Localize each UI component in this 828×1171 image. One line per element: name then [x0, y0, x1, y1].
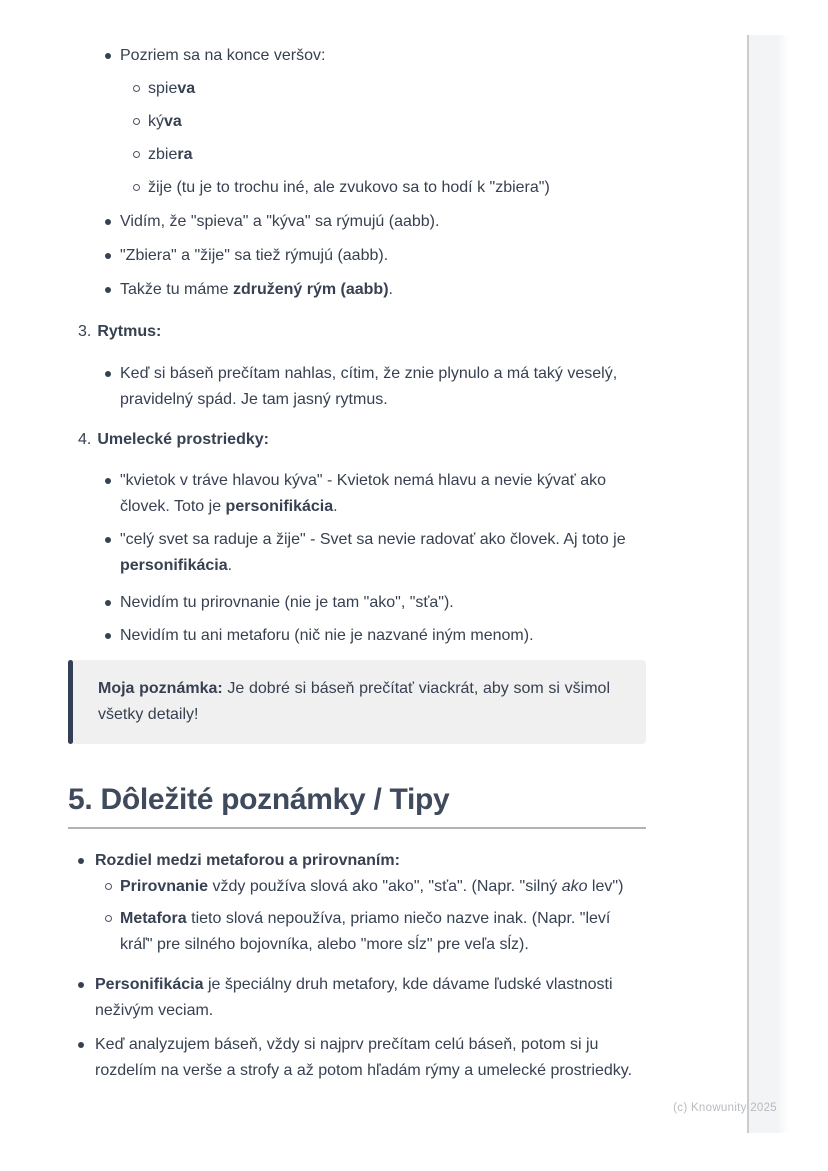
text-segment: spie	[148, 80, 178, 97]
note-label: Moja poznámka:	[98, 680, 223, 697]
list-item-text: Nevidím tu ani metaforu (nič nie je nazvané iným menom).	[120, 627, 534, 644]
list-item-text: "Zbiera" a "žije" sa tiež rýmujú (aabb).	[120, 247, 389, 264]
text-segment: .	[227, 557, 233, 574]
list-item	[68, 109, 646, 135]
list-item-text	[120, 277, 646, 303]
list-item-text: Keď si báseň prečítam nahlas, cítim, že znie plynulo a má taký veselý, pravidelný spád. Je tam jasný rytmus.	[120, 365, 618, 408]
text-segment: vždy používa slová ako "ako", "sťa". (Napr. "silný	[208, 878, 562, 895]
bullet-icon	[105, 361, 120, 377]
list-item	[68, 906, 646, 958]
item-title: Umelecké prostriedky:	[97, 431, 269, 448]
bold-text: Metafora	[120, 910, 187, 927]
bold-text: Personifikácia	[95, 976, 204, 993]
italic-text: ako	[561, 878, 588, 895]
bullet-icon	[105, 43, 120, 59]
circle-icon	[133, 175, 148, 191]
note-accent-bar	[68, 660, 73, 744]
text-segment: tieto slová nepoužíva, priamo niečo nazve inak. (Napr. "leví kráľ" pre silného bojovníka, alebo "more sĺz" pre veľa sĺz).	[120, 910, 611, 953]
bullet-icon	[105, 277, 120, 293]
text-segment: zbie	[148, 146, 178, 163]
bullet-icon	[78, 848, 95, 864]
verse-ending	[148, 109, 646, 135]
list-item	[68, 277, 646, 303]
bullet-icon	[105, 590, 120, 606]
list-item-text: Rozdiel medzi metaforou a prirovnaním:	[95, 852, 400, 869]
verse-ending	[148, 142, 646, 168]
rytmus-section	[68, 319, 646, 413]
text-segment: Je dobré si báseň prečítať viackrát, aby som si všimol všetky detaily!	[98, 680, 610, 723]
list-item	[68, 972, 646, 1024]
list-item-text	[120, 906, 646, 958]
list-item	[68, 848, 646, 874]
watermark: (c) Knowunity 2025	[673, 1102, 777, 1114]
list-item	[68, 142, 646, 168]
bold-text: va	[177, 80, 196, 97]
list-item-text	[120, 468, 646, 520]
tips-section	[68, 848, 646, 1084]
bold-text: va	[164, 113, 182, 130]
text-segment: lev")	[587, 878, 624, 895]
page-section-heading: 5. Dôležité poznámky / Tipy	[68, 783, 450, 816]
circle-icon	[133, 109, 148, 125]
item-title: Rytmus:	[97, 323, 162, 340]
scrollbar-track[interactable]	[747, 35, 788, 1133]
bullet-icon	[105, 468, 120, 484]
circle-icon	[133, 76, 148, 92]
list-item-text	[120, 527, 646, 579]
circle-icon	[105, 874, 120, 890]
bullet-icon	[105, 623, 120, 639]
bold-text: Prirovnanie	[120, 878, 209, 895]
list-item	[68, 1032, 646, 1084]
list-item-text	[120, 874, 646, 900]
list-item	[68, 361, 646, 413]
list-item	[68, 76, 646, 102]
item-number: 4.	[78, 431, 92, 448]
text-segment: .	[333, 498, 338, 515]
text-segment: "celý svet sa raduje a žije" - Svet sa nevie radovať ako človek. Aj toto je	[120, 531, 626, 548]
list-item	[68, 175, 646, 201]
verse-ending: žije (tu je to trochu iné, ale zvukovo sa to hodí k "zbiera")	[148, 179, 550, 196]
list-item-text	[95, 972, 646, 1024]
list-item-text: Vidím, že "spieva" a "kýva" sa rýmujú (aabb).	[120, 213, 440, 230]
text-segment: je špeciálny druh metafory, kde dávame ľudské vlastnosti neživým veciam.	[95, 976, 613, 1019]
verse-ending	[148, 76, 646, 102]
bold-text: personifikácia	[225, 498, 334, 515]
umelecke-prostriedky-section	[68, 427, 646, 649]
notes-content	[68, 30, 646, 1084]
list-item-text: Keď analyzujem báseň, vždy si najprv prečítam celú báseň, potom si ju rozdelím na verše a strofy a až potom hľadám rýmy a umelecké prostriedky.	[95, 1036, 633, 1079]
circle-icon	[105, 906, 120, 922]
bullet-icon	[105, 243, 120, 259]
bullet-icon	[105, 209, 120, 225]
list-item	[68, 209, 646, 235]
bold-text: personifikácia	[120, 557, 228, 574]
list-item-text: Pozriem sa na konce veršov:	[120, 47, 326, 64]
bullet-icon	[78, 972, 95, 988]
item-number: 3.	[78, 323, 92, 340]
text-segment: .	[388, 281, 393, 298]
text-segment: Takže tu máme	[120, 281, 233, 298]
section-divider	[68, 827, 646, 829]
list-item	[68, 527, 646, 579]
list-item	[68, 468, 646, 520]
list-item-text: Nevidím tu prirovnanie (nie je tam "ako", "sťa").	[120, 594, 454, 611]
numbered-item	[68, 427, 646, 453]
bullet-icon	[105, 527, 120, 543]
bold-text: ra	[177, 146, 193, 163]
list-item	[68, 43, 646, 69]
note-box	[68, 660, 646, 744]
rhyme-analysis-section	[68, 43, 646, 303]
list-item	[68, 590, 646, 616]
text-segment: "kvietok v tráve hlavou kýva" - Kvietok nemá hlavu a nevie kývať ako človek. Toto je	[120, 472, 607, 515]
circle-icon	[133, 142, 148, 158]
bullet-icon	[78, 1032, 95, 1048]
list-item	[68, 243, 646, 269]
list-item	[68, 623, 646, 649]
note-text	[98, 676, 610, 728]
list-item	[68, 874, 646, 900]
numbered-item	[68, 319, 646, 345]
bold-text: združený rým (aabb)	[232, 281, 389, 298]
text-segment: ký	[148, 113, 164, 130]
